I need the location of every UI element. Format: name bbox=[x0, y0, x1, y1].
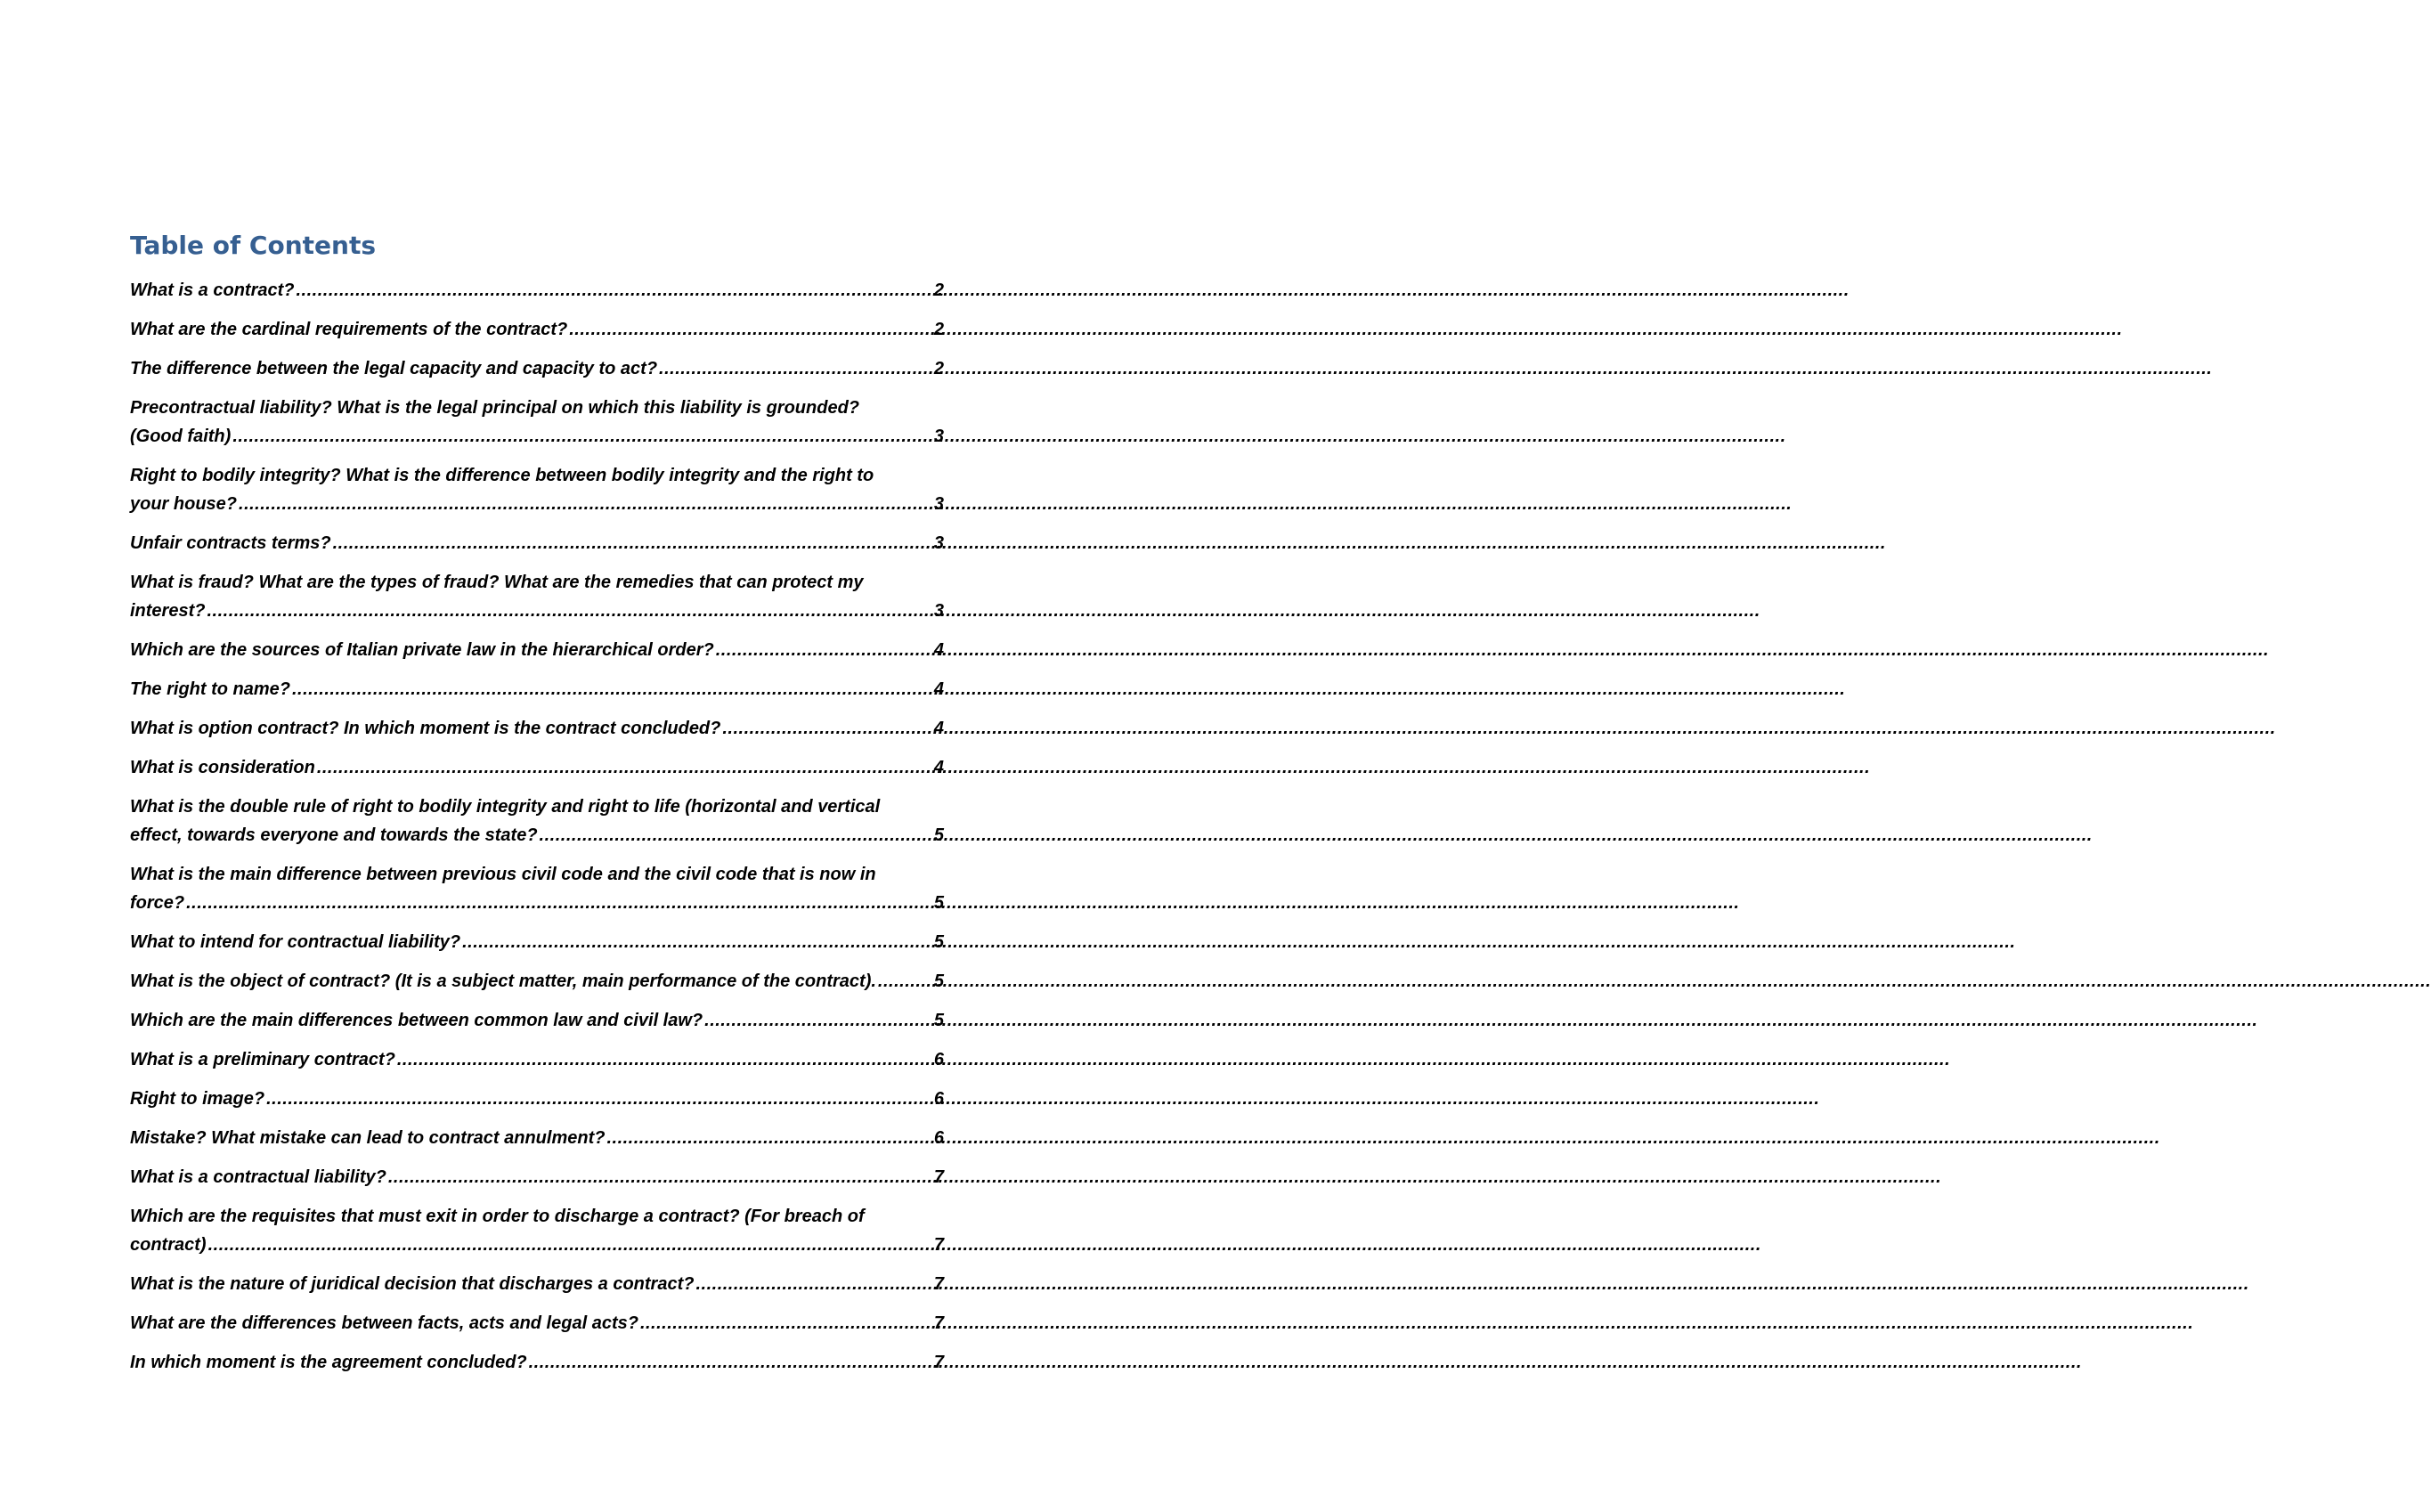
toc-page-number: 4 bbox=[933, 640, 944, 660]
toc-entry[interactable] bbox=[130, 793, 944, 849]
toc-entry-title-line: Precontractual liability? What is the legal principal on which this liability is grounded? bbox=[130, 398, 860, 418]
toc-entry-title: your house? bbox=[130, 494, 238, 514]
toc-entry-text bbox=[130, 967, 944, 996]
toc-page-number: 3 bbox=[933, 601, 944, 621]
toc-entry[interactable] bbox=[130, 1045, 944, 1074]
toc-entry[interactable] bbox=[130, 315, 944, 344]
toc-entry-final-line bbox=[130, 276, 944, 305]
toc-page-number: 7 bbox=[933, 1274, 944, 1294]
toc-entry-text bbox=[130, 1124, 944, 1152]
toc-page-number: 5 bbox=[933, 893, 944, 913]
toc-entry[interactable] bbox=[130, 753, 944, 782]
toc-dot-leader bbox=[292, 675, 932, 703]
toc-entry-final-line bbox=[130, 889, 944, 917]
toc-entry-final-line bbox=[130, 1006, 944, 1035]
toc-page-number: 5 bbox=[933, 1011, 944, 1030]
toc-entry-title-line: Right to bodily integrity? What is the difference between bodily integrity and the right to bbox=[130, 466, 874, 485]
toc-entry-title: The right to name? bbox=[130, 679, 290, 699]
toc-entry[interactable] bbox=[130, 394, 944, 451]
toc-entry[interactable] bbox=[130, 636, 944, 664]
toc-entry-text bbox=[130, 1270, 944, 1298]
toc-entry-final-line bbox=[130, 529, 944, 557]
toc-entry-text bbox=[130, 461, 944, 518]
toc-page-number: 6 bbox=[933, 1050, 944, 1069]
toc-dot-leader bbox=[207, 597, 931, 625]
toc-list bbox=[130, 276, 944, 1377]
toc-entry-text bbox=[130, 354, 944, 383]
toc-entry[interactable] bbox=[130, 461, 944, 518]
toc-entry-final-line bbox=[130, 928, 944, 956]
toc-entry-text bbox=[130, 928, 944, 956]
toc-entry-title: Right to image? bbox=[130, 1089, 265, 1109]
toc-entry-title: Which are the main differences between common law and civil law? bbox=[130, 1011, 703, 1030]
toc-entry-title: Unfair contracts terms? bbox=[130, 533, 331, 553]
toc-dot-leader bbox=[317, 753, 932, 782]
toc-entry-text bbox=[130, 636, 944, 664]
toc-entry[interactable] bbox=[130, 568, 944, 625]
toc-page-number: 6 bbox=[933, 1089, 944, 1109]
toc-entry-title: In which moment is the agreement concluded? bbox=[130, 1353, 527, 1372]
toc-entry[interactable] bbox=[130, 1085, 944, 1113]
toc-entry-final-line bbox=[130, 753, 944, 782]
toc-dot-leader bbox=[296, 276, 931, 305]
toc-entry-text bbox=[130, 315, 944, 344]
toc-entry-title: Which are the sources of Italian private law in the hierarchical order? bbox=[130, 640, 714, 660]
toc-entry-final-line bbox=[130, 821, 944, 849]
toc-entry-title: What is a contract? bbox=[130, 280, 295, 300]
toc-entry-final-line bbox=[130, 1045, 944, 1074]
toc-entry[interactable] bbox=[130, 928, 944, 956]
toc-entry-text bbox=[130, 1085, 944, 1113]
toc-dot-leader bbox=[569, 315, 932, 344]
toc-entry-final-line bbox=[130, 597, 944, 625]
toc-entry[interactable] bbox=[130, 967, 944, 996]
toc-dot-leader bbox=[208, 1231, 932, 1259]
toc-entry-text bbox=[130, 675, 944, 703]
toc-entry-text bbox=[130, 1202, 944, 1259]
toc-page-number: 2 bbox=[933, 320, 944, 339]
toc-entry-final-line bbox=[130, 967, 944, 996]
toc-page-number: 7 bbox=[933, 1167, 944, 1187]
toc-page-number: 7 bbox=[933, 1313, 944, 1333]
toc-entry[interactable] bbox=[130, 860, 944, 917]
toc-page-number: 2 bbox=[933, 280, 944, 300]
toc-entry-title: Mistake? What mistake can lead to contract annulment? bbox=[130, 1128, 606, 1148]
toc-dot-leader bbox=[606, 1124, 931, 1152]
toc-entry-title: What is a contractual liability? bbox=[130, 1167, 386, 1187]
toc-entry-text bbox=[130, 1163, 944, 1191]
toc-dot-leader bbox=[333, 529, 932, 557]
toc-entry-title: What to intend for contractual liability? bbox=[130, 932, 461, 952]
toc-entry[interactable] bbox=[130, 1006, 944, 1035]
toc-page-number: 4 bbox=[933, 758, 944, 777]
toc-dot-leader bbox=[266, 1085, 932, 1113]
toc-entry-title: The difference between the legal capacity and capacity to act? bbox=[130, 359, 658, 378]
toc-entry[interactable] bbox=[130, 276, 944, 305]
toc-dot-leader bbox=[659, 354, 932, 383]
toc-page-number: 4 bbox=[933, 719, 944, 738]
toc-entry-final-line bbox=[130, 422, 944, 451]
toc-entry-title-line: What is fraud? What are the types of fraud? What are the remedies that can protect my bbox=[130, 573, 864, 592]
toc-entry[interactable] bbox=[130, 1124, 944, 1152]
toc-dot-leader bbox=[878, 967, 932, 996]
toc-entry-final-line bbox=[130, 1309, 944, 1337]
toc-entry-text bbox=[130, 793, 944, 849]
toc-page-number: 3 bbox=[933, 533, 944, 553]
toc-dot-leader bbox=[397, 1045, 932, 1074]
toc-entry-final-line bbox=[130, 354, 944, 383]
toc-entry[interactable] bbox=[130, 354, 944, 383]
toc-entry-title-line: What is the double rule of right to bodily integrity and right to life (horizontal and vertical bbox=[130, 797, 881, 817]
toc-entry[interactable] bbox=[130, 714, 944, 743]
document-page bbox=[0, 0, 1069, 1512]
toc-entry-text bbox=[130, 529, 944, 557]
toc-entry-text bbox=[130, 714, 944, 743]
toc-entry-final-line bbox=[130, 636, 944, 664]
toc-dot-leader bbox=[462, 928, 932, 956]
toc-page-number: 7 bbox=[933, 1235, 944, 1255]
toc-page-number: 5 bbox=[933, 825, 944, 845]
toc-page-number: 5 bbox=[933, 971, 944, 991]
toc-entry-title: What are the cardinal requirements of the contract? bbox=[130, 320, 568, 339]
toc-entry-text bbox=[130, 1309, 944, 1337]
toc-page-number: 5 bbox=[933, 932, 944, 952]
toc-page-number: 7 bbox=[933, 1353, 944, 1372]
toc-entry-title: What is consideration bbox=[130, 758, 315, 777]
toc-entry-final-line bbox=[130, 1163, 944, 1191]
toc-entry-title: What is the nature of juridical decision that discharges a contract? bbox=[130, 1274, 695, 1294]
toc-entry-text bbox=[130, 276, 944, 305]
table-of-contents bbox=[130, 228, 944, 1387]
toc-entry-title: What is the object of contract? (It is a subject matter, main performance of the contract). bbox=[130, 971, 876, 991]
toc-entry-text bbox=[130, 1045, 944, 1074]
toc-entry-final-line bbox=[130, 490, 944, 518]
toc-entry[interactable] bbox=[130, 1270, 944, 1298]
toc-page-number: 6 bbox=[933, 1128, 944, 1148]
toc-entry-title: effect, towards everyone and towards the state? bbox=[130, 825, 538, 845]
toc-entry-title: interest? bbox=[130, 601, 206, 621]
toc-entry-final-line bbox=[130, 714, 944, 743]
toc-entry-text bbox=[130, 1348, 944, 1377]
toc-entry-final-line bbox=[130, 675, 944, 703]
toc-page-number: 2 bbox=[933, 359, 944, 378]
toc-entry-final-line bbox=[130, 1124, 944, 1152]
toc-entry-title: force? bbox=[130, 893, 185, 913]
toc-entry-final-line bbox=[130, 1085, 944, 1113]
toc-entry[interactable] bbox=[130, 1309, 944, 1337]
toc-entry-title-line: Which are the requisites that must exit in order to discharge a contract? (For breach of bbox=[130, 1207, 865, 1226]
toc-dot-leader bbox=[722, 714, 932, 743]
toc-entry-title: What are the differences between facts, acts and legal acts? bbox=[130, 1313, 638, 1333]
toc-entry-final-line bbox=[130, 1348, 944, 1377]
toc-page-number: 4 bbox=[933, 679, 944, 699]
toc-dot-leader bbox=[640, 1309, 932, 1337]
toc-entry[interactable] bbox=[130, 1348, 944, 1377]
toc-entry-text bbox=[130, 568, 944, 625]
toc-dot-leader bbox=[529, 1348, 932, 1377]
toc-dot-leader bbox=[695, 1270, 931, 1298]
toc-dot-leader bbox=[186, 889, 932, 917]
toc-entry-final-line bbox=[130, 315, 944, 344]
toc-entry-title: (Good faith) bbox=[130, 427, 232, 446]
toc-dot-leader bbox=[540, 821, 932, 849]
toc-dot-leader bbox=[716, 636, 932, 664]
toc-entry[interactable] bbox=[130, 675, 944, 703]
toc-entry[interactable] bbox=[130, 1202, 944, 1259]
toc-page-number: 3 bbox=[933, 427, 944, 446]
toc-dot-leader bbox=[232, 422, 932, 451]
toc-entry-text bbox=[130, 860, 944, 917]
toc-entry-text bbox=[130, 753, 944, 782]
toc-entry[interactable] bbox=[130, 529, 944, 557]
toc-entry-title: What is option contract? In which moment is the contract concluded? bbox=[130, 719, 721, 738]
toc-dot-leader bbox=[704, 1006, 932, 1035]
toc-entry-text bbox=[130, 394, 944, 451]
toc-dot-leader bbox=[388, 1163, 932, 1191]
toc-entry-final-line bbox=[130, 1270, 944, 1298]
toc-entry-final-line bbox=[130, 1231, 944, 1259]
toc-entry[interactable] bbox=[130, 1163, 944, 1191]
toc-page-number: 3 bbox=[933, 494, 944, 514]
toc-entry-title: What is a preliminary contract? bbox=[130, 1050, 395, 1069]
toc-entry-text bbox=[130, 1006, 944, 1035]
toc-entry-title-line: What is the main difference between previous civil code and the civil code that is now in bbox=[130, 865, 876, 884]
toc-dot-leader bbox=[239, 490, 932, 518]
toc-heading: Table of Contents bbox=[130, 231, 377, 260]
toc-entry-title: contract) bbox=[130, 1235, 207, 1255]
